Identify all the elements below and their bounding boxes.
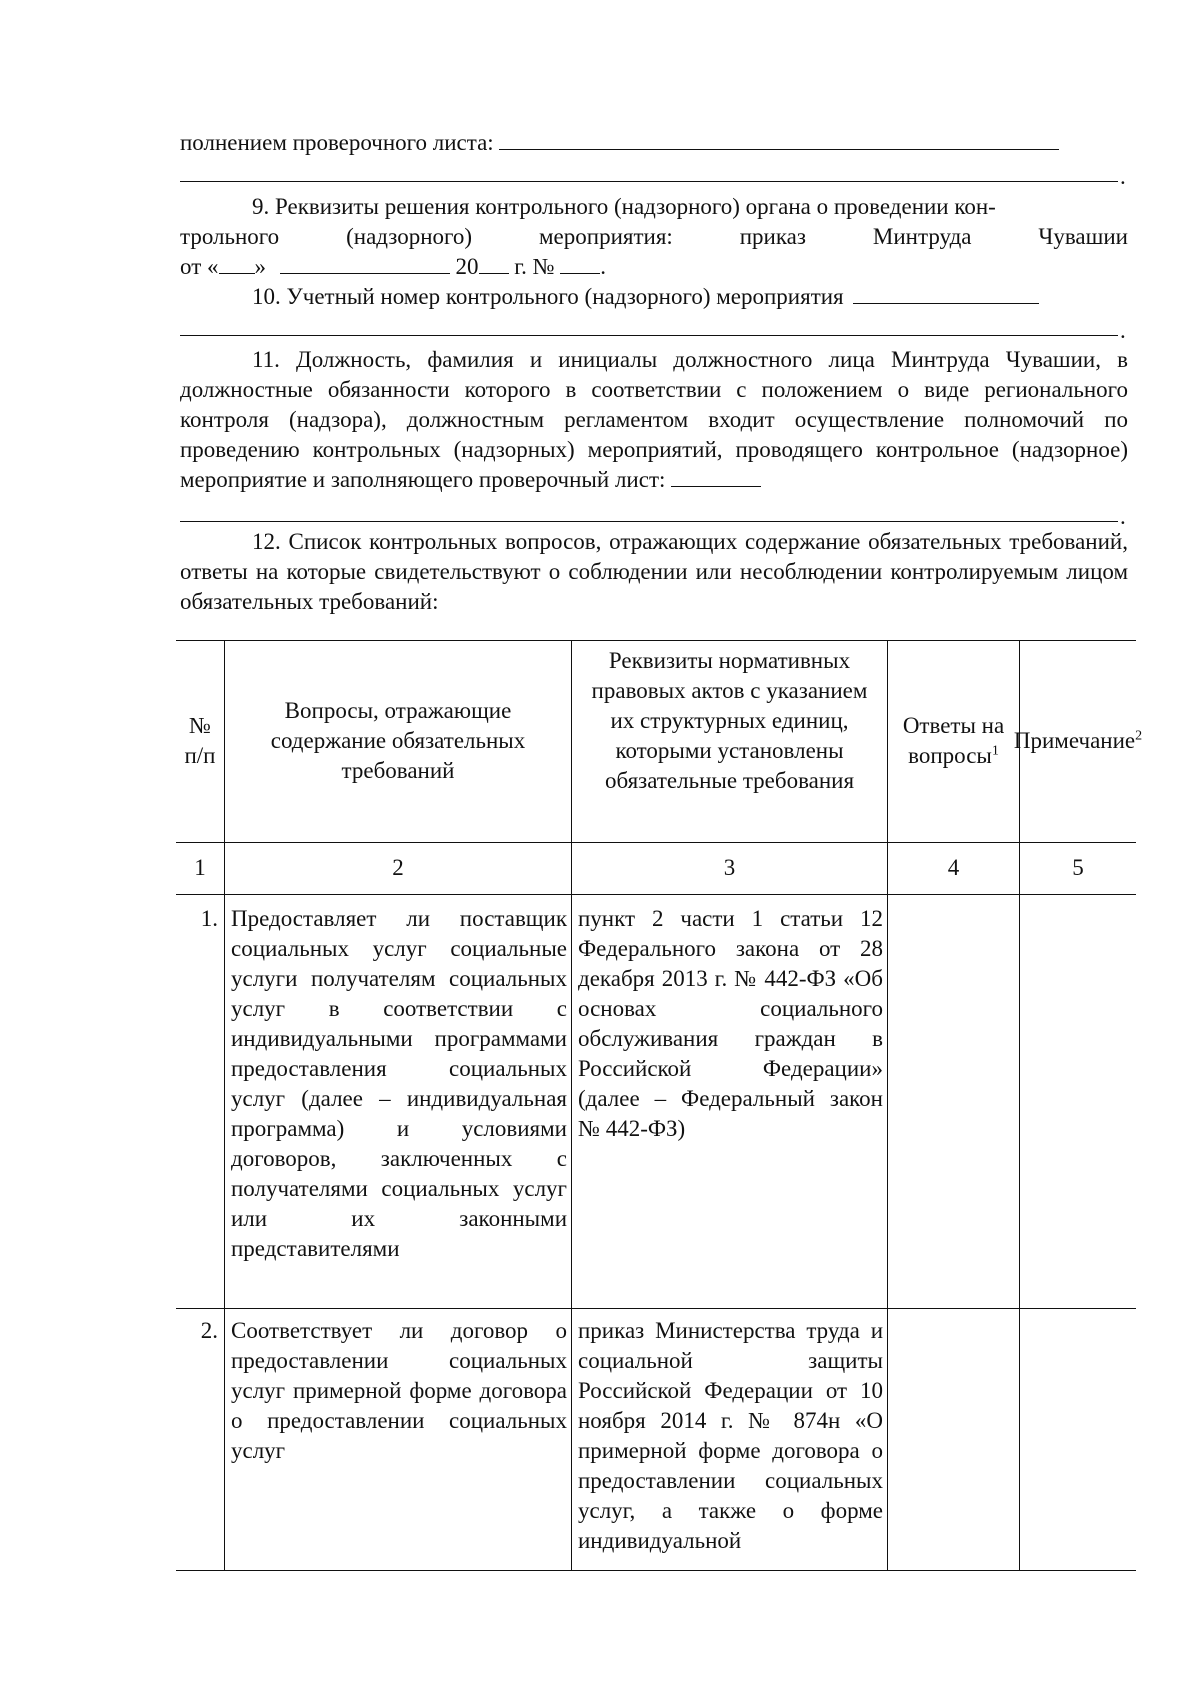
item12-paragraph: 12. Список контрольных вопросов, отражающих содержание обязательных требований, ответы на которые свидетельствуют о соблюдении или несоблюдении контролируемым лицом обязательных требований:: [180, 529, 1128, 614]
date-close-quote: »: [254, 254, 266, 279]
number-label: г. №: [514, 254, 555, 279]
header-note: [1013, 640, 1143, 842]
row-question: Соответствует ли договор о предоставлении социальных услуг примерной форме договора о предоставлении социальных услуг: [231, 1318, 567, 1463]
year-field: [479, 253, 509, 274]
period: .: [1120, 164, 1126, 189]
table-rule: [176, 894, 1136, 895]
item10-text: 10. Учетный номер контрольного (надзорного) мероприятия: [252, 284, 844, 309]
period: .: [600, 254, 607, 279]
word: Чувашии: [1038, 224, 1128, 249]
word: (надзорного): [346, 224, 473, 249]
header-act: Реквизиты нормативных правовых актов с указанием их структурных единиц, которыми установлены обязательные требования: [591, 648, 868, 793]
header-answer-text: Ответы на вопросы: [902, 713, 1005, 768]
period: .: [1120, 318, 1126, 343]
fill-rule: [180, 181, 1118, 182]
row-question: Предоставляет ли поставщик социальных услуг социальные услуги получателям социальных услуг в соответствии с индивидуальными программами предоставления социальных услуг (далее – индивидуальная программа) и условиями договоров, заключенных с получателями социальных услуг или их законными представителями: [231, 906, 567, 1261]
month-field: [280, 253, 450, 274]
day-field: [219, 253, 255, 274]
item9-line3: [180, 252, 606, 282]
row-act: пункт 2 части 1 статьи 12 Федерального закона от 28 декабря 2013 г. № 442-ФЗ «Об основах социального обслуживания граждан в Российской Федерации» (далее – Федеральный закон № 442-ФЗ): [578, 906, 883, 1141]
header-number: № п/п: [184, 713, 216, 768]
word: Минтруда: [872, 224, 972, 249]
word: мероприятия:: [539, 224, 673, 249]
row-act: приказ Министерства труда и социальной защиты Российской Федерации от 10 ноября 2014 г. № 874н «О примерной форме договора о предоставлении социальных услуг, а также о форме индивидуальной: [578, 1318, 883, 1553]
item9-line1: 9. Реквизиты решения контрольного (надзорного) органа о проведении кон-: [252, 194, 996, 219]
item11-text: 11. Должность, фамилия и инициалы должностного лица Минтруда Чувашии, в должностные обязанности которого в соответствии с положением о виде регионального контроля (надзора), должностным регламентом входит осуществление полномочий по проведению контрольных (надзорных) мероприятий, проводящего контрольное (надзорное) мероприятие и заполняющего проверочный лист:: [180, 347, 1128, 492]
intro-text: полнением проверочного листа:: [180, 130, 494, 155]
footnote-mark: 2: [1135, 728, 1143, 744]
column-number: 4: [947, 855, 960, 880]
year-prefix: 20: [455, 254, 479, 279]
footnote-mark: 1: [991, 743, 999, 759]
table-rule: [176, 1570, 1136, 1571]
column-number: 5: [1072, 855, 1084, 880]
header-note-text: Примечание: [1013, 728, 1136, 753]
fill-line: [671, 466, 761, 487]
item11-paragraph: [180, 345, 1128, 495]
item9-line2: [180, 222, 1128, 252]
row-number: 1.: [200, 906, 218, 931]
fill-line: [499, 129, 1059, 150]
item10-line: [252, 282, 1039, 312]
fill-rule: [180, 521, 1118, 522]
fill-rule: [180, 335, 1118, 336]
word: приказ: [739, 224, 806, 249]
column-number: 1: [194, 855, 206, 880]
row-number: 2.: [200, 1318, 218, 1343]
column-number: 2: [392, 855, 404, 880]
table-rule: [176, 1308, 1136, 1309]
period: .: [1120, 504, 1126, 529]
date-open-quote: от «: [180, 254, 219, 279]
fill-line: [853, 283, 1039, 304]
word: трольного: [180, 224, 280, 249]
header-question: Вопросы, отражающие содержание обязательных требований: [270, 698, 526, 783]
header-answer: [888, 640, 1019, 842]
number-field: [560, 253, 600, 274]
column-number: 3: [723, 855, 736, 880]
intro-line: [180, 128, 1059, 158]
